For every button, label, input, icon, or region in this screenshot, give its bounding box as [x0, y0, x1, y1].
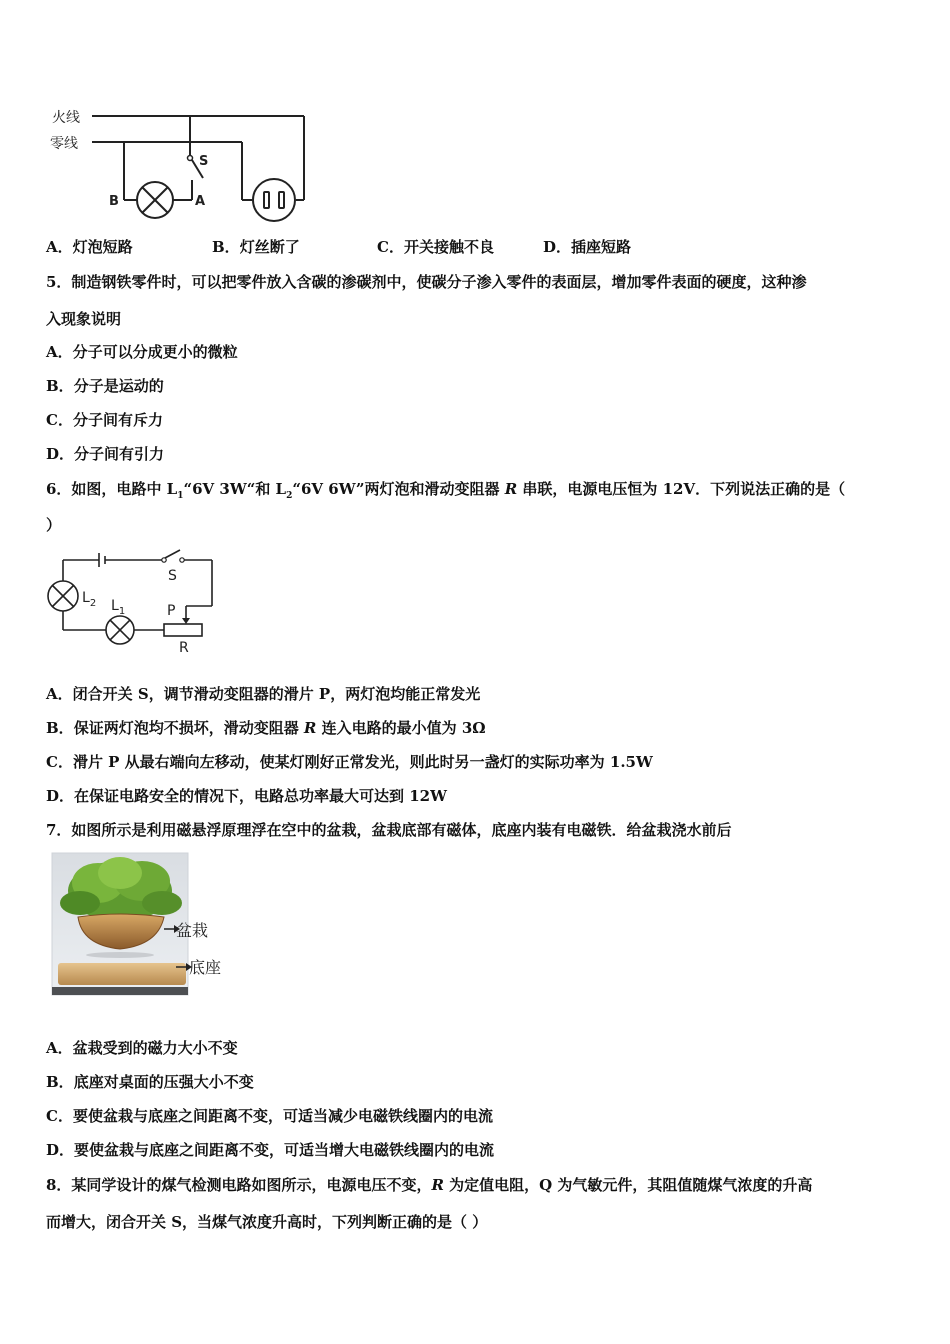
q6-label-l1: $L_1$	[111, 598, 126, 617]
q6-subscript: 2	[286, 491, 293, 501]
q7-option-b[interactable]	[46, 1071, 254, 1092]
q6-option-a[interactable]	[46, 683, 480, 704]
q5-stem-line1: 5．制造钢铁零件时，可以把零件放入含碳的渗碳剂中，使碳分子渗入零件的表面层，增加零件表面的硬度，这种渗	[46, 273, 807, 291]
q6-label-s: S	[168, 568, 177, 584]
q6-option-d[interactable]	[46, 785, 447, 806]
q5-stem-line2: 入现象说明	[46, 310, 122, 328]
option-letter: B．	[46, 377, 74, 395]
q8-var-r: R	[431, 1176, 444, 1194]
option-var-r: R	[303, 719, 317, 737]
option-letter: D．	[543, 238, 572, 256]
q6-label-p: P	[167, 603, 176, 619]
option-text: 在保证电路安全的情况下，电路总功率最大可达到 12W	[74, 787, 447, 805]
socket-icon	[253, 179, 295, 221]
lamp-icon	[137, 182, 173, 218]
q7-option-a[interactable]	[46, 1037, 238, 1058]
option-letter: D．	[46, 445, 75, 463]
option-letter: C．	[46, 411, 73, 429]
q7-option-d[interactable]	[46, 1139, 494, 1160]
q6-circuit-diagram	[0, 540, 950, 660]
q7-label-base: 底座	[189, 958, 222, 977]
q4-circuit-diagram	[0, 0, 950, 230]
q4-option-a[interactable]	[46, 236, 133, 257]
option-text: 开关接触不良	[403, 238, 494, 256]
q8-stem-part: 为定值电阻，Q 为气敏元件，其阻值随煤气浓度的升高	[443, 1176, 813, 1194]
q7-levitating-plant-photo	[50, 851, 230, 999]
option-letter: C．	[46, 1107, 73, 1125]
q4-option-d[interactable]	[543, 236, 631, 257]
q4-label-b: B	[109, 194, 119, 209]
q6-subscript: 1	[177, 491, 184, 501]
switch-contact-icon	[162, 558, 166, 562]
option-letter: D．	[46, 787, 75, 805]
q6-stem-part: 串联，电源电压恒为 12V．下列说法正确的是（	[517, 480, 846, 498]
option-text: 闭合开关 S，调节滑动变阻器的滑片 P，两灯泡均能正常发光	[72, 685, 481, 703]
option-text: 分子间有斥力	[72, 411, 163, 429]
option-letter: D．	[46, 1141, 75, 1159]
option-letter: B．	[212, 238, 240, 256]
rheostat-icon	[164, 624, 202, 636]
q7-option-c[interactable]	[46, 1105, 493, 1126]
q4-neutral-wire-label: 零线	[50, 136, 78, 152]
q5-option-a[interactable]	[46, 341, 238, 362]
lamp-l2-icon	[48, 581, 78, 611]
q6-var-r: R	[504, 480, 518, 498]
q5-option-b[interactable]	[46, 375, 164, 396]
option-text: 连入电路的最小值为 3Ω	[316, 719, 486, 737]
q8-stem-line2: 而增大，闭合开关 S，当煤气浓度升高时，下列判断正确的是（ ）	[46, 1213, 488, 1231]
q7-label-pot: 盆栽	[176, 921, 209, 940]
q4-live-wire-label: 火线	[52, 110, 80, 126]
option-letter: C．	[377, 238, 404, 256]
switch-contact-icon	[188, 156, 193, 161]
option-text: 底座对桌面的压强大小不变	[73, 1073, 254, 1091]
q8-stem-part: 8．某同学设计的煤气检测电路如图所示，电源电压不变，	[46, 1176, 432, 1194]
option-text: 滑片 P 从最右端向左移动，使某灯刚好正常发光，则此时另一盏灯的实际功率为 1.5W	[72, 753, 653, 771]
q5-option-d[interactable]	[46, 443, 164, 464]
option-text: 分子间有引力	[74, 445, 165, 463]
option-text: 盆栽受到的磁力大小不变	[72, 1039, 238, 1057]
q6-stem-line1	[46, 478, 845, 501]
q4-option-b[interactable]	[212, 236, 300, 257]
q6-option-c[interactable]	[46, 751, 653, 772]
q7-stem: 7．如图所示是利用磁悬浮原理浮在空中的盆栽，盆栽底部有磁体，底座内装有电磁铁．给盆栽浇水前后	[46, 821, 732, 839]
option-letter: B．	[46, 1073, 74, 1091]
option-text: 灯泡短路	[72, 238, 133, 256]
q6-stem-part: 6．如图，电路中 L	[46, 480, 178, 498]
option-text: 保证两灯泡均不损坏，滑动变阻器	[73, 719, 304, 737]
option-text: 灯丝断了	[239, 238, 300, 256]
base-icon	[58, 963, 186, 985]
switch-contact-icon	[180, 558, 184, 562]
q4-option-c[interactable]	[377, 236, 494, 257]
slider-arrow-icon	[182, 618, 190, 624]
q6-label-l2: $L_2$	[82, 590, 97, 609]
q6-stem-line2: ）	[46, 516, 62, 534]
option-letter: A．	[46, 238, 73, 256]
option-text: 要使盆栽与底座之间距离不变，可适当减少电磁铁线圈内的电流	[72, 1107, 493, 1125]
option-letter: C．	[46, 753, 73, 771]
option-text: 分子可以分成更小的微粒	[72, 343, 238, 361]
q5-option-c[interactable]	[46, 409, 163, 430]
option-letter: A．	[46, 1039, 73, 1057]
q8-stem-line1	[46, 1174, 812, 1195]
option-letter: A．	[46, 343, 73, 361]
q4-label-s: S	[199, 154, 209, 169]
option-text: 分子是运动的	[73, 377, 164, 395]
option-letter: B．	[46, 719, 74, 737]
q4-label-a: A	[195, 194, 206, 209]
q6-stem-part: “6V 6W”两灯泡和滑动变阻器	[292, 480, 505, 498]
lamp-l1-icon	[106, 616, 134, 644]
option-text: 要使盆栽与底座之间距离不变，可适当增大电磁铁线圈内的电流	[74, 1141, 495, 1159]
q6-option-b[interactable]	[46, 717, 486, 738]
option-letter: A．	[46, 685, 73, 703]
q6-label-r: R	[179, 640, 189, 656]
option-text: 插座短路	[571, 238, 632, 256]
q6-stem-part: “6V 3W“和 L	[183, 480, 287, 498]
